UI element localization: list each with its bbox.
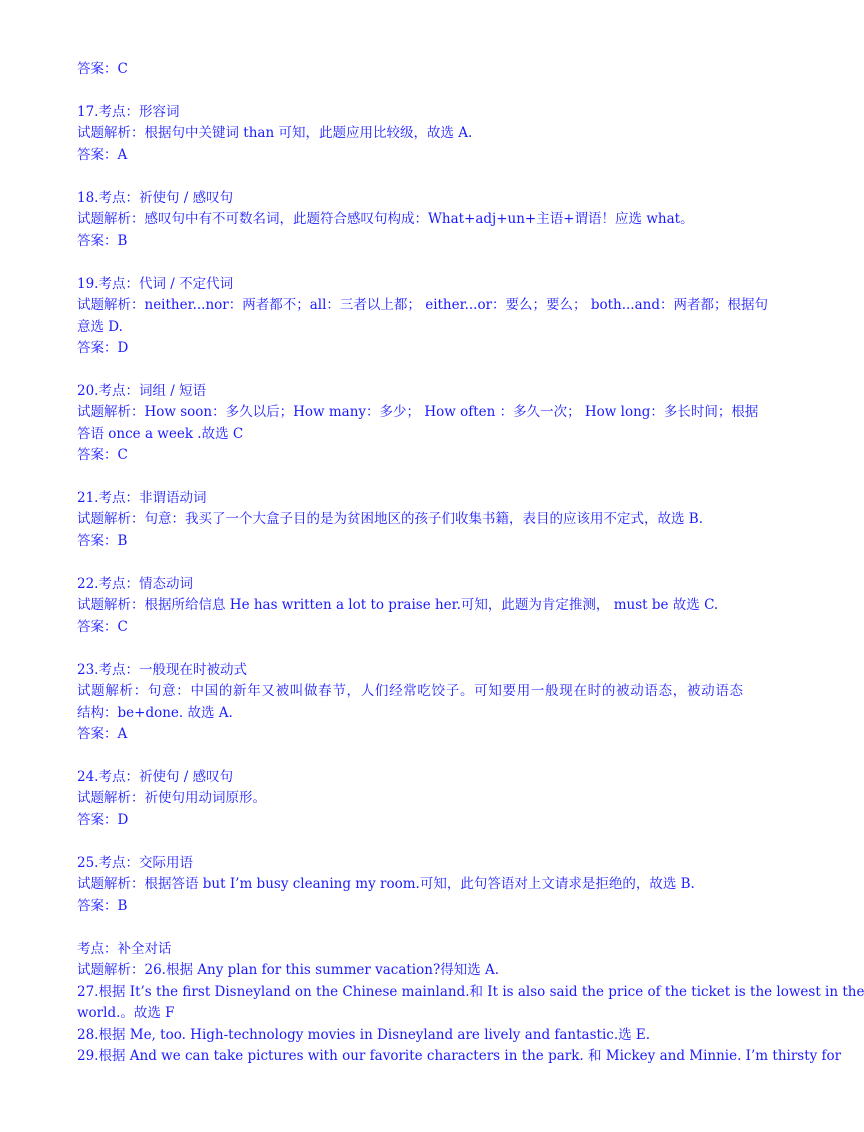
q25-explanation: 试题解析：根据答语 but I’m busy cleaning my room.可知，此句答语对上文请求是拒绝的，故选 B.	[77, 876, 695, 892]
answer-16: 答案：C	[77, 61, 128, 77]
q22-explanation: 试题解析：根据所给信息 He has written a lot to praise her.可知，此题为肯定推测， must be 故选 C.	[77, 597, 719, 613]
q22-topic: 22.考点：情态动词	[77, 576, 193, 592]
answer-17: 答案：A	[77, 147, 128, 163]
dialogue-explanation-27-line-2: world.。故选 F	[77, 1005, 175, 1021]
q21-topic: 21.考点：非谓语动词	[77, 490, 207, 506]
q18-topic: 18.考点：祈使句 / 感叹句	[77, 190, 234, 206]
answer-19: 答案：D	[77, 340, 129, 356]
q23-explanation-line-1: 试题解析：句意：中国的新年又被叫做春节，人们经常吃饺子。可知要用一般现在时的被动语态，被动语态	[77, 683, 743, 699]
q24-explanation: 试题解析：祈使句用动词原形。	[77, 790, 266, 806]
answer-24: 答案：D	[77, 812, 129, 828]
answer-23: 答案：A	[77, 726, 128, 742]
q19-topic: 19.考点：代词 / 不定代词	[77, 276, 234, 292]
q17-topic: 17.考点：形容词	[77, 104, 180, 120]
answer-18: 答案：B	[77, 233, 128, 249]
answer-25: 答案：B	[77, 898, 128, 914]
q19-explanation-line-2: 意选 D.	[77, 319, 123, 335]
q20-explanation-line-2: 答语 once a week .故选 C	[77, 426, 244, 442]
dialogue-explanation-29: 29.根据 And we can take pictures with our favorite characters in the park. 和 Mickey and Minnie. I’m thirsty for	[77, 1048, 842, 1064]
q25-topic: 25.考点：交际用语	[77, 855, 193, 871]
dialogue-explanation-27-line-1: 27.根据 It’s the first Disneyland on the Chinese mainland.和 It is also said the price of the ticket is the lowest in the	[77, 984, 864, 1000]
q21-explanation: 试题解析：句意：我买了一个大盒子目的是为贫困地区的孩子们收集书籍，表目的应该用不定式，故选 B.	[77, 511, 704, 527]
answer-21: 答案：B	[77, 533, 128, 549]
dialogue-topic: 考点：补全对话	[77, 941, 172, 957]
dialogue-explanation-28: 28.根据 Me, too. High-technology movies in Disneyland are lively and fantastic.选 E.	[77, 1027, 651, 1043]
q20-topic: 20.考点：词组 / 短语	[77, 383, 207, 399]
q18-explanation: 试题解析：感叹句中有不可数名词，此题符合感叹句构成：What+adj+un+主语+谓语！应选 what。	[77, 211, 694, 227]
q24-topic: 24.考点：祈使句 / 感叹句	[77, 769, 234, 785]
answer-22: 答案：C	[77, 619, 128, 635]
q19-explanation-line-1: 试题解析：neither...nor：两者都不；all：三者以上都； either...or：要么；要么； both...and：两者都；根据句	[77, 297, 768, 313]
q17-explanation: 试题解析：根据句中关键词 than 可知，此题应用比较级，故选 A.	[77, 125, 473, 141]
q20-explanation-line-1: 试题解析：How soon：多久以后；How many：多少； How often ：多久一次； How long：多长时间；根据	[77, 404, 759, 420]
dialogue-explanation-26: 试题解析：26.根据 Any plan for this summer vacation?得知选 A.	[77, 962, 500, 978]
q23-explanation-line-2: 结构：be+done. 故选 A.	[77, 705, 233, 721]
answer-20: 答案：C	[77, 447, 128, 463]
q23-topic: 23.考点：一般现在时被动式	[77, 662, 247, 678]
